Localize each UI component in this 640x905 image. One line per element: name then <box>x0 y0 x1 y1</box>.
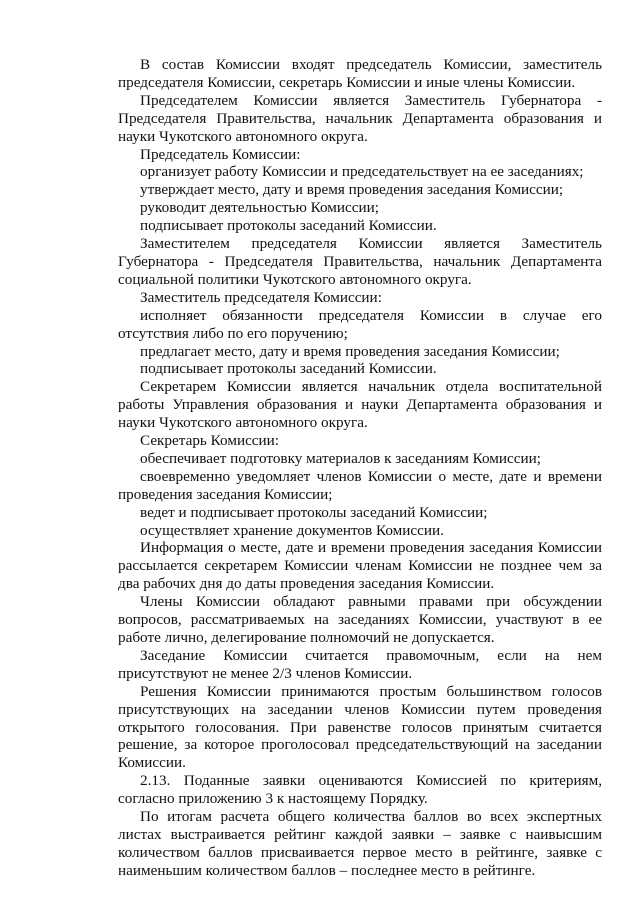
paragraph-deputy-appointment: Заместителем председателя Комиссии является Заместитель Губернатора - Председателя Правительства, начальник Департамента социальной политики Чукотского автономного округа. <box>118 235 602 288</box>
paragraph-deputy-duty-sign: подписывает протоколы заседаний Комиссии. <box>140 360 437 378</box>
paragraph-members-rights: Члены Комиссии обладают равными правами при обсуждении вопросов, рассматриваемых на заседаниях Комиссии, участвуют в ее работе лично, делегирование полномочий не допускается. <box>118 593 602 646</box>
paragraph-chairman-duty-organize: организует работу Комиссии и председательствует на ее заседаниях; <box>140 163 584 181</box>
paragraph-chairman-appointment: Председателем Комиссии является Заместитель Губернатора - Председателя Правительства, начальник Департамента образования и науки Чукотского автономного округа. <box>118 91 602 145</box>
paragraph-quorum: Заседание Комиссии считается правомочным, если на нем присутствуют не менее 2/3 членов Комиссии. <box>118 646 602 682</box>
paragraph-commission-composition: В состав Комиссии входят председатель Комиссии, заместитель председателя Комиссии, секретарь Комиссии и иные члены Комиссии. <box>118 56 602 91</box>
paragraph-decisions: Решения Комиссии принимаются простым большинством голосов присутствующих на заседании членов Комиссии путем проведения открытого голосования. При равенстве голосов принятым считается решение, за которое проголосовал председательствующий на заседании Комиссии. <box>118 682 602 772</box>
paragraph-deputy-heading: Заместитель председателя Комиссии: <box>140 288 382 306</box>
paragraph-clause-2-13: 2.13. Поданные заявки оцениваются Комиссией по критериям, согласно приложению 3 к настоящему Порядку. <box>118 772 602 808</box>
document-page <box>118 56 602 880</box>
paragraph-secretary-duty-notify: своевременно уведомляет членов Комиссии о месте, дате и времени проведения заседания Комиссии; <box>118 467 602 503</box>
paragraph-secretary-duty-storage: осуществляет хранение документов Комиссии. <box>140 521 444 539</box>
paragraph-secretary-duty-minutes: ведет и подписывает протоколы заседаний Комиссии; <box>140 503 488 521</box>
paragraph-deputy-duty-substitute: исполняет обязанности председателя Комиссии в случае его отсутствия либо по его поручению; <box>118 306 602 342</box>
paragraph-chairman-duty-sign: подписывает протоколы заседаний Комиссии. <box>140 217 437 235</box>
paragraph-secretary-appointment: Секретарем Комиссии является начальник отдела воспитательной работы Управления образования и науки Департамента образования и науки Чукотского автономного округа. <box>118 378 602 432</box>
paragraph-secretary-heading: Секретарь Комиссии: <box>140 432 280 450</box>
paragraph-rating: По итогам расчета общего количества баллов во всех экспертных листах выстраивается рейтинг каждой заявки – заявке с наивысшим количеством баллов присваивается первое место в рейтинге, заявке с наименьшим количеством баллов – последнее место в рейтинге. <box>118 808 602 879</box>
paragraph-deputy-duty-propose: предлагает место, дату и время проведения заседания Комиссии; <box>140 342 560 360</box>
paragraph-secretary-duty-prepare: обеспечивает подготовку материалов к заседаниям Комиссии; <box>140 449 541 467</box>
paragraph-chairman-duty-approve: утверждает место, дату и время проведения заседания Комиссии; <box>140 181 564 199</box>
paragraph-chairman-duty-lead: руководит деятельностью Комиссии; <box>140 199 379 217</box>
paragraph-meeting-notice: Информация о месте, дате и времени проведения заседания Комиссии рассылается секретарем Комиссии членам Комиссии не позднее чем за два рабочих дня до даты проведения заседания Комиссии. <box>118 539 602 593</box>
paragraph-chairman-heading: Председатель Комиссии: <box>140 145 301 163</box>
